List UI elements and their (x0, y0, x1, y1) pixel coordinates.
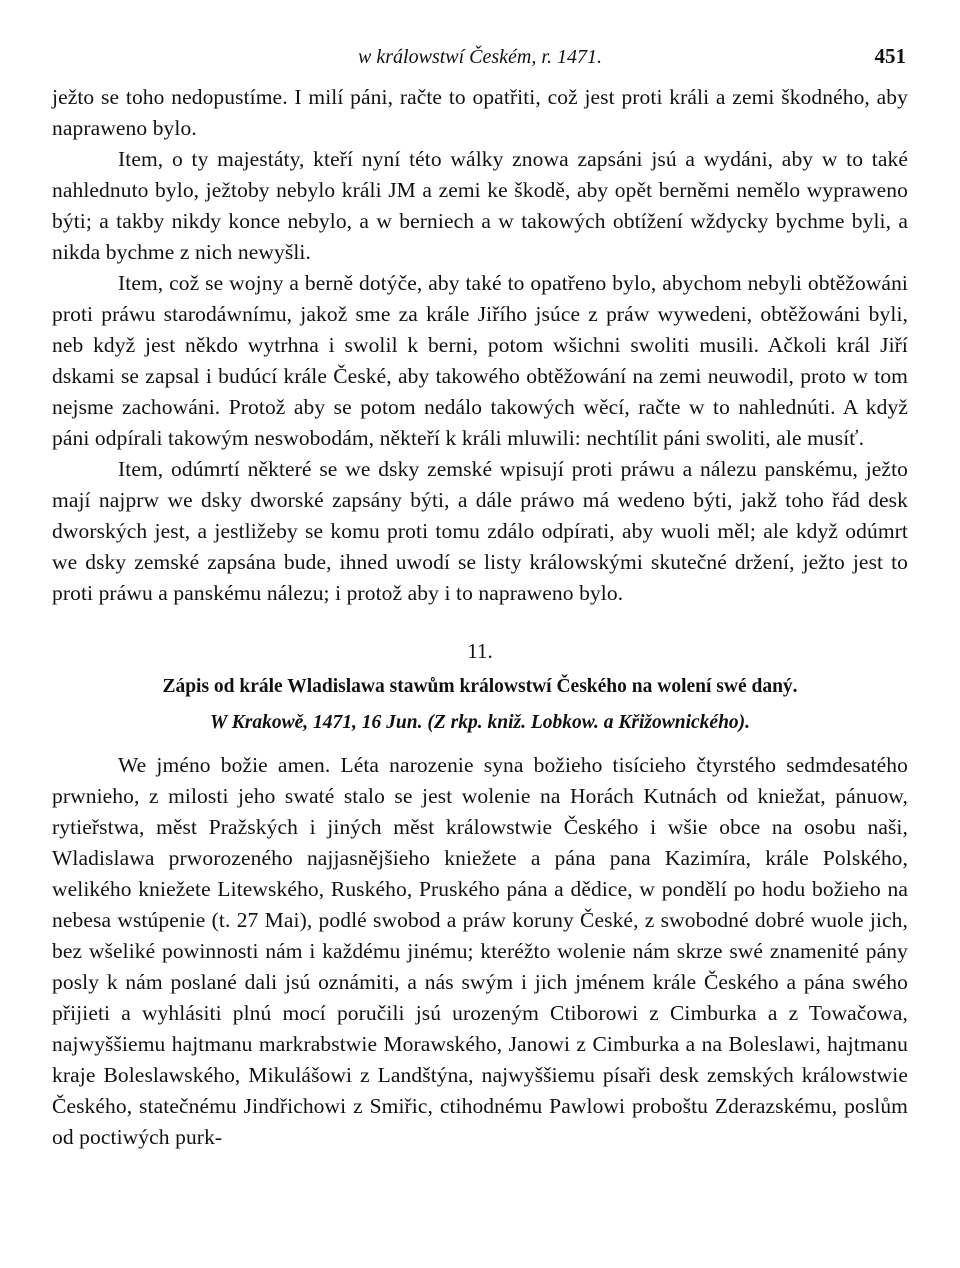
section-body (52, 750, 908, 1153)
paragraph: Item, odúmrtí některé se we dsky zemské wpisují proti práwu a nálezu panskému, ježto mají najprw we dsky dworské zapsány býti, a dále práwo má wedeno býti, jakž toho řád desk dworských jest, a jestližeby se komu proti tomu zdálo odpírati, aby wuoli měl; ale když odúmrt we dsky zemské zapsána bude, ihned uwodí se listy králowskými skutečné držení, ježto jest to proti práwu a panskému nálezu; i protož aby i to napraweno bylo. (52, 457, 908, 605)
document-source: W Krakowě, 1471, 16 Jun. (Z rkp. kniž. Lobkow. a Křižownického). (209, 712, 751, 733)
paragraph: Item, což se wojny a berně dotýče, aby také to opatřeno bylo, abychom nebyli obtěžowáni proti práwu starodáwnímu, jakož sme za krále Jiřího jsúce z práw wywedeni, obtěžowáni byli, neb když jest někdo wytrhna i swolil k berni, potom wšichni swoliti musili. Ačkoli král Jiří dskami se zapsal i budúcí krále České, aby takowého obtěžowání na zemi neuwodil, proto w tom nejsme zachowáni. Protož aby se potom nedálo takowých wěcí, račte w to nahlednúti. A když páni odpírali takowým neswobodám, někteří k králi mluwili: nechtílit páni swoliti, ale musíť. (52, 271, 908, 450)
paragraph: ježto se toho nedopustíme. I milí páni, račte to opatřiti, což jest proti králi a zemi škodného, aby napraweno bylo. (52, 85, 908, 140)
section-number: 11. (467, 639, 493, 663)
document-page (52, 40, 908, 1153)
body-text (52, 82, 908, 609)
running-title: w králowstwí Českém, r. 1471. (358, 46, 602, 68)
paragraph: We jméno božie amen. Léta narozenie syna božieho tisícieho čtyrstého sedmdesatého prwnieho, z milosti jeho swaté stalo se jest wolenie na Horách Kutnách od kniežat, pánuow, rytieřstwa, měst Pražských i jiných měst králowstwie Českého i wšie obce na osobu naši, Wladislawa prworozeného najjasnějšieho kniežete a pána pana Kazimíra, krále Polského, welikého kniežete Litewského, Ruského, Pruského pána a dědice, w pondělí po hodu božieho na nebesa wstúpenie (t. 27 Mai), podlé swobod a práw koruny České, z swobodné dobré wuole jich, bez wšeliké powinnosti nám i každému jinému; kteréžto wolenie nám skrze swé znamenité pány posly k nám poslané dali jsú oznámiti, a nás swým i jich jménem krále Českého a pána swého přijieti a wyhlásiti plnú mocí poručili jsú urozeným Ctiborowi z Cimburka a z Towačowa, najwyššiemu hajtmanu markrabstwie Morawského, Janowi z Cimburka a na Boleslawi, hajtmanu kraje Boleslawského, Mikulášowi z Landštýna, najwyššiemu písaři desk zemských králowstwie Českého, statečnému Jindřichowi z Smiřic, ctihodnému Pawlowi proboštu Zderazskému, poslům od poctiwých purk- (52, 753, 908, 1149)
document-title: Zápis od krále Wladislawa stawům králowstwí Českého na wolení swé daný. (162, 676, 798, 697)
paragraph: Item, o ty majestáty, kteří nyní této wálky znowa zapsáni jsú a wydáni, aby w to také nahlednuto bylo, ježtoby nebylo králi JM a zemi ke škodě, aby opět berněmi nemělo wypraweno býti; a takby nikdy konce nebylo, a w berniech a w takowých obtížení wždycky bychme byli, a nikda bychme z nich newyšli. (52, 147, 908, 264)
running-header (52, 40, 908, 72)
page-number: 451 (874, 44, 906, 68)
